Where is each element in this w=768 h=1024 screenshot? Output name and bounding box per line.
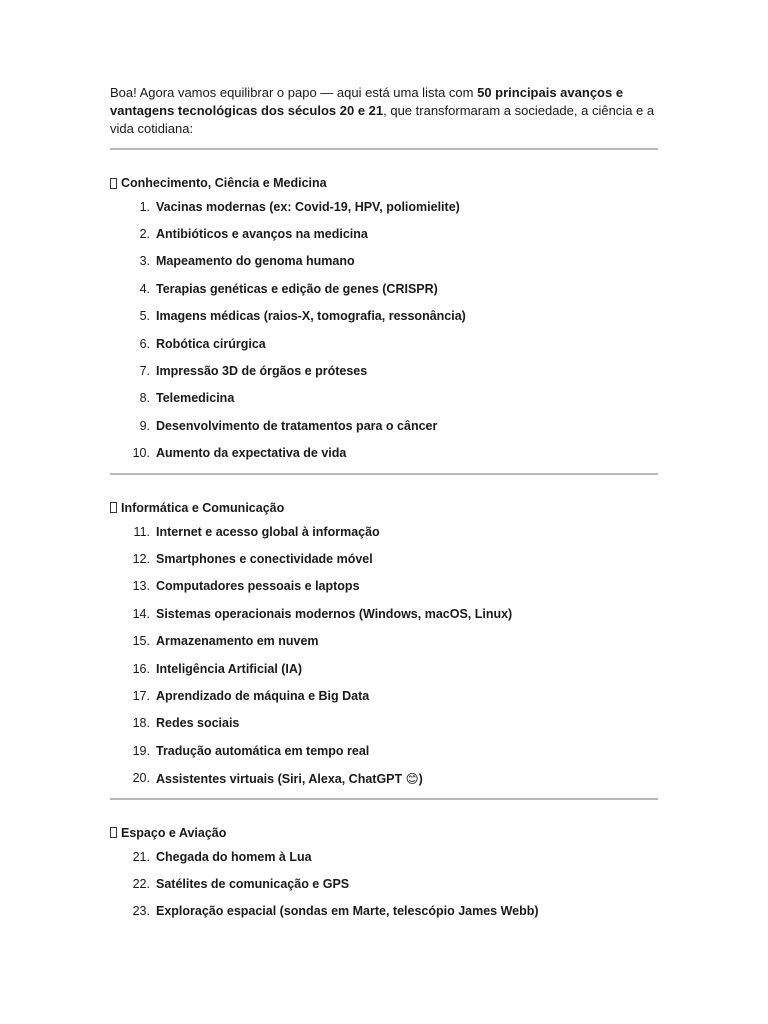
section-space (110, 824, 658, 925)
item-label: Internet e acesso global à informação (156, 524, 380, 539)
section-title-text: Conhecimento, Ciência e Medicina (121, 176, 327, 190)
section-title-text: Informática e Comunicação (121, 500, 285, 515)
intro-paragraph (110, 84, 658, 138)
list-item (110, 440, 658, 467)
item-number: 18. (132, 716, 150, 731)
list-item (110, 764, 658, 791)
item-number: 22. (132, 876, 150, 891)
list-item (110, 737, 658, 764)
list-item (110, 898, 658, 925)
item-number: 17. (132, 688, 150, 703)
item-label: Assistentes virtuais (Siri, Alexa, ChatGPT 😊) (156, 771, 423, 786)
item-label: Computadores pessoais e laptops (156, 579, 360, 594)
list-item (110, 710, 658, 737)
item-list (110, 193, 658, 467)
list-item (110, 600, 658, 627)
divider (110, 798, 658, 800)
item-label: Terapias genéticas e edição de genes (CRISPR) (156, 281, 438, 296)
list-item (110, 870, 658, 897)
section-title (110, 824, 658, 842)
item-number: 12. (132, 551, 150, 566)
item-number: 3. (139, 254, 150, 269)
item-number: 13. (132, 579, 150, 594)
item-label: Antibióticos e avanços na medicina (156, 227, 368, 242)
item-number: 11. (133, 524, 150, 539)
list-item (110, 275, 658, 302)
item-number: 7. (139, 364, 150, 379)
list-item (110, 627, 658, 654)
missing-glyph-icon (110, 502, 117, 513)
item-number: 16. (132, 661, 150, 676)
item-number: 19. (132, 743, 150, 758)
missing-glyph-icon (110, 178, 117, 189)
item-label: Vacinas modernas (ex: Covid-19, HPV, poliomielite) (156, 199, 460, 214)
item-number: 14. (132, 606, 150, 621)
item-label: Sistemas operacionais modernos (Windows, macOS, Linux) (156, 606, 513, 621)
item-list (110, 843, 658, 925)
item-label: Exploração espacial (sondas em Marte, telescópio James Webb) (156, 904, 539, 919)
list-item (110, 193, 658, 220)
item-number: 8. (139, 391, 150, 406)
list-item (110, 385, 658, 412)
item-number: 5. (139, 309, 150, 324)
list-item (110, 545, 658, 572)
item-number: 15. (132, 634, 150, 649)
list-item (110, 303, 658, 330)
item-number: 4. (139, 281, 150, 296)
list-item (110, 248, 658, 275)
intro-text-end: , que transformaram a sociedade, a ciência e a vida cotidiana: (110, 103, 655, 136)
section-title (110, 499, 658, 517)
list-item (110, 682, 658, 709)
list-item (110, 220, 658, 247)
list-item (110, 357, 658, 384)
item-label: Aumento da expectativa de vida (156, 446, 347, 461)
item-label: Redes sociais (156, 716, 240, 731)
list-item (110, 412, 658, 439)
item-label: Tradução automática em tempo real (156, 743, 370, 758)
item-label: Impressão 3D de órgãos e próteses (156, 364, 368, 379)
section-title (110, 174, 658, 192)
list-item (110, 655, 658, 682)
item-label: Satélites de comunicação e GPS (156, 876, 350, 891)
intro-text-bold: 50 principais avanços e vantagens tecnológicas dos séculos 20 e 21 (110, 85, 624, 118)
list-item (110, 518, 658, 545)
item-number: 9. (139, 418, 150, 433)
item-label: Mapeamento do genoma humano (156, 254, 355, 269)
item-label: Armazenamento em nuvem (156, 634, 319, 649)
list-item (110, 573, 658, 600)
list-item (110, 843, 658, 870)
item-label: Inteligência Artificial (IA) (156, 661, 303, 676)
divider (110, 473, 658, 475)
item-label: Desenvolvimento de tratamentos para o câncer (156, 418, 438, 433)
missing-glyph-icon (110, 827, 117, 838)
item-number: 6. (139, 336, 150, 351)
item-number: 1. (139, 199, 150, 214)
item-number: 2. (139, 227, 150, 242)
item-label: Smartphones e conectividade móvel (156, 551, 373, 566)
item-label: Robótica cirúrgica (156, 336, 266, 351)
item-number: 20. (132, 771, 150, 786)
section-medicine (110, 174, 658, 467)
item-number: 10. (132, 446, 150, 461)
item-list (110, 518, 658, 792)
item-label: Chegada do homem à Lua (156, 849, 312, 864)
document-content (110, 84, 658, 925)
item-number: 21. (132, 849, 150, 864)
item-label: Telemedicina (156, 391, 235, 406)
divider (110, 148, 658, 150)
section-computing (110, 499, 658, 792)
item-label: Imagens médicas (raios-X, tomografia, ressonância) (156, 309, 466, 324)
item-label: Aprendizado de máquina e Big Data (156, 688, 370, 703)
list-item (110, 330, 658, 357)
item-number: 23. (132, 904, 150, 919)
intro-text-start: Boa! Agora vamos equilibrar o papo — aqui está uma lista com (110, 85, 478, 100)
section-title-text: Espaço e Aviação (121, 825, 227, 840)
